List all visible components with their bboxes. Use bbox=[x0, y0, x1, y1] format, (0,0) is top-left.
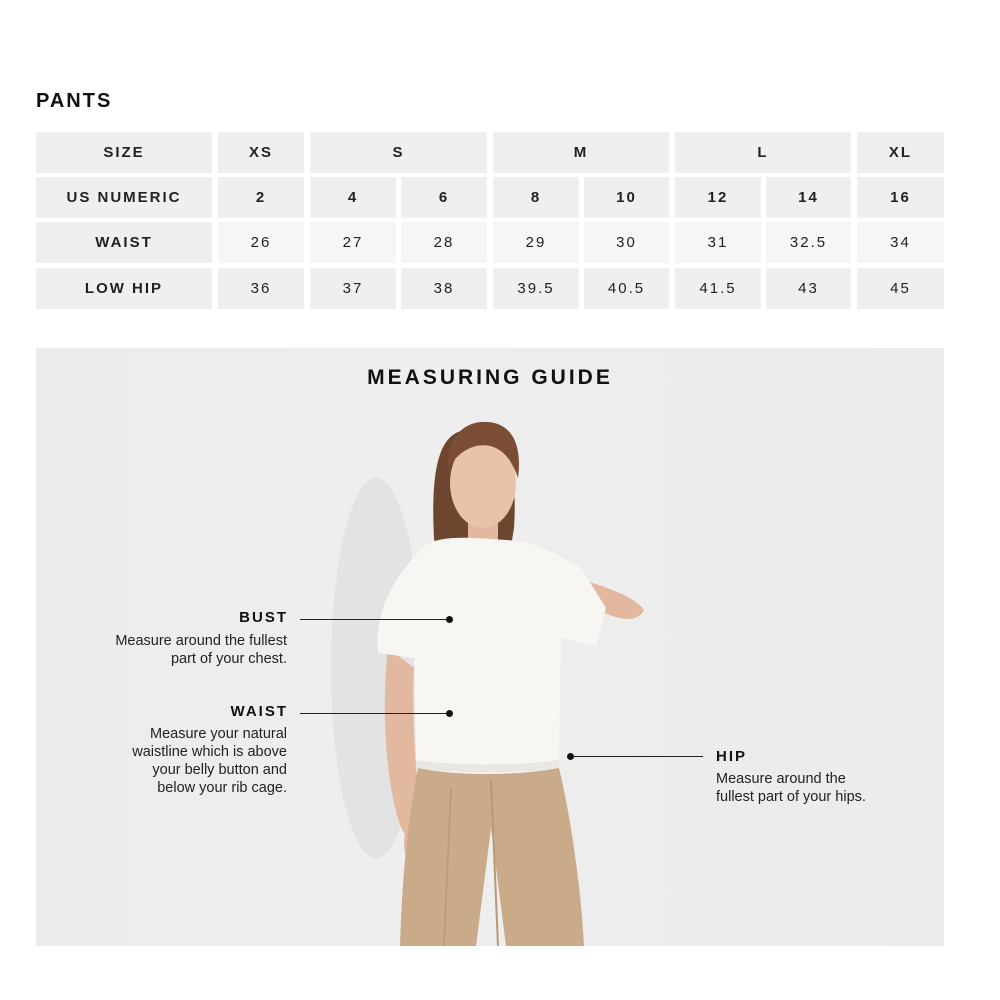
bust-description-line: part of your chest. bbox=[170, 651, 287, 667]
waist-description bbox=[56, 725, 287, 797]
header-size-label: SIZE bbox=[36, 132, 212, 173]
waist-cell: 34 bbox=[857, 222, 944, 263]
header-size-xl: XL bbox=[857, 132, 944, 173]
waist-cell: 31 bbox=[675, 222, 761, 263]
waist-cell: 27 bbox=[310, 222, 396, 263]
hip-cell: 41.5 bbox=[675, 268, 761, 309]
page-title: PANTS bbox=[36, 90, 113, 112]
waist-guide-label: WAIST bbox=[230, 703, 288, 720]
hip-description-line: fullest part of your hips. bbox=[716, 789, 866, 805]
hip-description bbox=[716, 770, 926, 806]
numeric-cell: 16 bbox=[857, 177, 944, 218]
numeric-cell: 4 bbox=[310, 177, 396, 218]
numeric-cell: 6 bbox=[401, 177, 487, 218]
waist-label: WAIST bbox=[36, 222, 212, 263]
waist-description-line: your belly button and bbox=[152, 762, 287, 778]
waist-description-line: Measure your natural bbox=[149, 726, 287, 742]
header-size-m: M bbox=[493, 132, 669, 173]
header-size-l: L bbox=[675, 132, 851, 173]
waist-dot bbox=[446, 710, 453, 717]
header-size-xs: XS bbox=[218, 132, 304, 173]
numeric-cell: 2 bbox=[218, 177, 304, 218]
hip-cell: 36 bbox=[218, 268, 304, 309]
header-size-s: S bbox=[310, 132, 487, 173]
bust-dot bbox=[446, 616, 453, 623]
hip-description-line: Measure around the bbox=[716, 771, 846, 787]
bust-description-line: Measure around the fullest bbox=[115, 633, 287, 649]
hip-line bbox=[573, 756, 703, 757]
hip-label: LOW HIP bbox=[36, 268, 212, 309]
bust-label: BUST bbox=[239, 609, 288, 626]
numeric-label: US NUMERIC bbox=[36, 177, 212, 218]
numeric-cell: 10 bbox=[584, 177, 669, 218]
waist-description-line: below your rib cage. bbox=[157, 780, 287, 796]
numeric-cell: 8 bbox=[493, 177, 579, 218]
waist-description-line: waistline which is above bbox=[132, 744, 287, 760]
hip-cell: 37 bbox=[310, 268, 396, 309]
waist-cell: 28 bbox=[401, 222, 487, 263]
waist-cell: 32.5 bbox=[766, 222, 851, 263]
measuring-guide-panel bbox=[36, 348, 944, 946]
hip-cell: 40.5 bbox=[584, 268, 669, 309]
bust-line bbox=[300, 619, 450, 620]
bust-description bbox=[56, 632, 287, 668]
numeric-cell: 14 bbox=[766, 177, 851, 218]
hip-cell: 39.5 bbox=[493, 268, 579, 309]
hip-guide-label: HIP bbox=[716, 748, 748, 765]
waist-cell: 29 bbox=[493, 222, 579, 263]
waist-cell: 30 bbox=[584, 222, 669, 263]
hip-cell: 43 bbox=[766, 268, 851, 309]
hip-cell: 38 bbox=[401, 268, 487, 309]
waist-line bbox=[300, 713, 450, 714]
hip-cell: 45 bbox=[857, 268, 944, 309]
guide-title: MEASURING GUIDE bbox=[367, 366, 613, 389]
waist-cell: 26 bbox=[218, 222, 304, 263]
numeric-cell: 12 bbox=[675, 177, 761, 218]
